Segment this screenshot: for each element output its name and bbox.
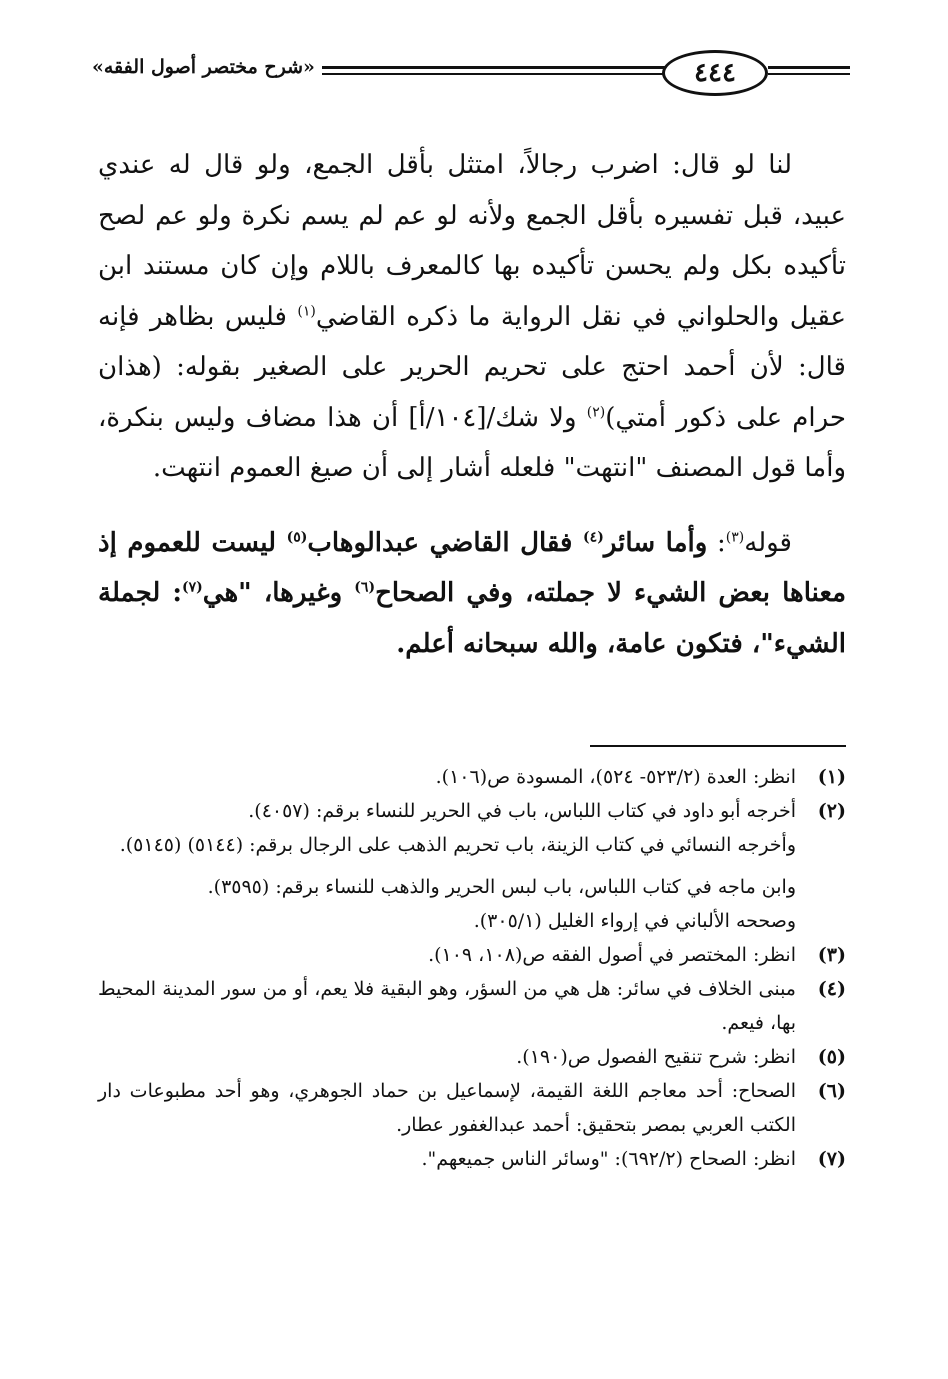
footnote-number: (٤) (817, 978, 846, 1000)
footnote-continuation: وأخرجه النسائي في كتاب الزينة، باب تحريم الذهب على الرجال برقم: (٥١٤٤) (٥١٤٥). (119, 834, 796, 856)
footnote-number: (١) (817, 766, 846, 788)
para2-lead: قوله (744, 527, 792, 558)
footnote-number: (٧) (817, 1148, 846, 1170)
footnotes (98, 760, 846, 1176)
footnote-text: انظر: الصحاح (٦٩٢/٢): "وسائر الناس جميعهم". (421, 1148, 796, 1170)
footnote-separator (590, 745, 846, 747)
footnote-text: انظر: شرح تنقيح الفصول ص(١٩٠). (516, 1046, 796, 1068)
footnote-ref-1[interactable]: (١) (297, 302, 316, 319)
para1-text: لنا لو قال: اضرب رجالاً، امتثل بأقل الجمع، ولو قال له عندي عبيد، قبل تفسيره بأقل الجمع ولأنه لو عم لم يسم نكرة ولو عم لصح تأكيده بكل ولم يحسن تأكيده بها كالمعرف باللام وإن كان مستند ابن عقيل والحلواني في نقل الرواية ما ذكره القاضي (98, 150, 846, 332)
para2-bold-b: فقال القاضي عبدالوهاب (307, 527, 584, 558)
footnote-ref-6[interactable]: (٦) (354, 579, 376, 596)
footnote-ref-5[interactable]: (٥) (286, 528, 308, 545)
footnote-continuation: وابن ماجه في كتاب اللباس، باب لبس الحرير والذهب للنساء برقم: (٣٥٩٥). (207, 876, 796, 898)
footnote-text: انظر: المختصر في أصول الفقه ص(١٠٨، ١٠٩). (428, 944, 796, 966)
para2-bold-d: وغيرها، "هي (202, 578, 355, 608)
header-rule-right (768, 66, 850, 69)
footnote-ref-2[interactable]: (٢) (586, 403, 606, 420)
footnote-item (98, 1074, 846, 1142)
footnote-text: انظر: العدة (٥٢٣/٢- ٥٢٤)، المسودة ص(١٠٦). (435, 766, 796, 788)
footnote-ref-4[interactable]: (٤) (583, 528, 604, 545)
para2-bold-a: وأما سائر (603, 527, 708, 558)
header-rule-right-thin (768, 73, 850, 75)
running-title: «شرح مختصر أصول الفقه» (92, 56, 315, 78)
footnote-continuation: وصححه الألباني في إرواء الغليل (٣٠٥/١). (473, 910, 796, 932)
para1-text-b: فليس بظاهر فإنه قال: لأن أحمد احتج على تحريم الحرير على الصغير بقوله: (هذان حرام على ذكور أمتي) (98, 301, 846, 433)
footnote-text: مبنى الخلاف في سائر: هل هي من السؤر، وهو البقية فلا يعم، أو من سور المدينة المحيط بها، فيعم. (98, 978, 796, 1034)
para1-text-c: ولا شك/[١٠٤/أ] أن هذا مضاف وليس بنكرة، وأما قول المصنف "انتهت" فلعله أشار إلى أن صيغ العموم انتهت. (98, 402, 846, 483)
footnote-item (98, 938, 846, 972)
footnote-ref-7[interactable]: (٧) (182, 579, 203, 596)
footnote-number: (٢) (817, 800, 846, 822)
footnote-item (98, 760, 846, 794)
footnote-item (98, 1142, 846, 1176)
header-rule-thin (322, 73, 694, 75)
footnote-item (98, 794, 846, 828)
footnote-number: (٣) (817, 944, 846, 966)
footnote-item (98, 1040, 846, 1074)
header-rule (322, 66, 694, 69)
footnote-number: (٥) (817, 1046, 846, 1068)
main-text (98, 140, 846, 669)
page-header (92, 48, 850, 104)
para2-bold-e: : لجملة الشيء"، فتكون عامة، والله سبحانه أعلم. (98, 578, 846, 659)
footnote-text: الصحاح: أحد معاجم اللغة القيمة، لإسماعيل بن حماد الجوهري، وهو أحد مطبوعات دار الكتب العربي بمصر بتحقيق: أحمد عبدالغفور عطار. (98, 1080, 796, 1136)
paragraph-2 (98, 518, 846, 670)
para2-bold-c: ليست للعموم إذ معناها بعض الشيء لا جملته، وفي الصحاح (98, 527, 847, 608)
footnote-ref-3[interactable]: (٣) (725, 528, 745, 545)
paragraph-1 (98, 140, 846, 494)
footnote-text: أخرجه أبو داود في كتاب اللباس، باب في الحرير للنساء برقم: (٤٠٥٧). (248, 800, 796, 822)
para2-colon: : (707, 527, 726, 558)
page-number: ٤٤٤ (662, 50, 768, 96)
footnote-number: (٦) (817, 1080, 846, 1102)
footnote-item (98, 972, 846, 1040)
